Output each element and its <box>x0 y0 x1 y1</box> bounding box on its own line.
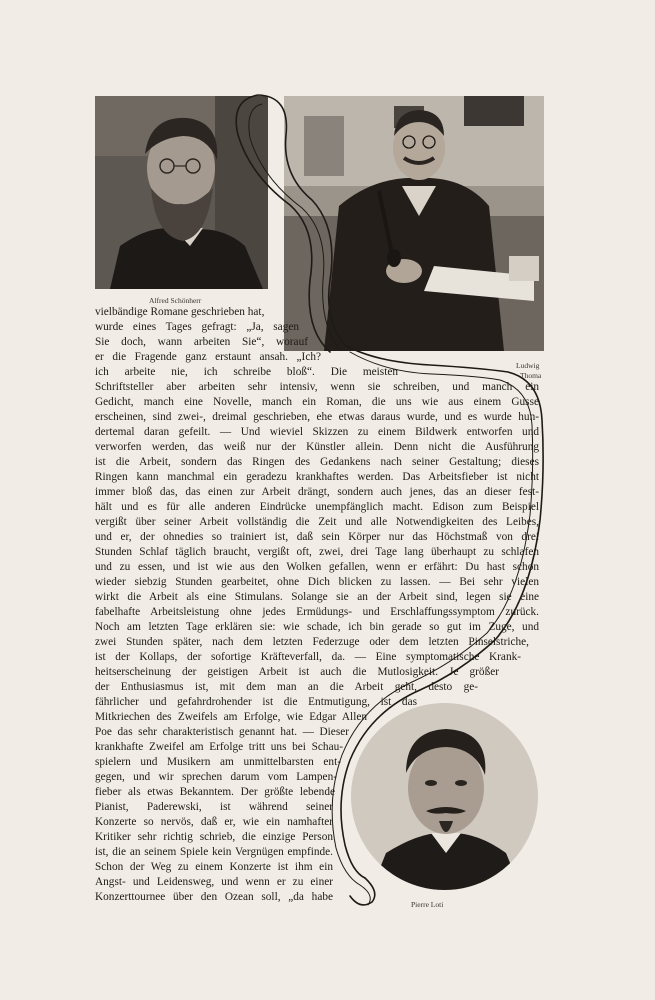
text-line: erscheinen, sind zwei-, dreimal geschrieben, ehe etwas daraus wurde, und es wurde hun- <box>95 411 539 423</box>
text-line: Pianist, Paderewski, ist während seiner <box>95 801 333 813</box>
text-line: zwei Stunden später, nach dem letzten Federzuge oder dem letzten Pinselstriche, <box>95 636 529 648</box>
caption-thoma-first-name: Ludwig <box>516 361 540 370</box>
text-line: immer bloß das, das einen zur Arbeit drängt, sondern auch jenes, das an dieser fest- <box>95 486 539 498</box>
text-line: ist der Kollaps, der sofortige Kräfteverfall, da. — Eine symptomatische Krank- <box>95 651 521 663</box>
text-line: fährlicher und gefahrdrohender ist die Entmutigung, ist das <box>95 696 417 708</box>
text-line: ist die Arbeit, sondern das Ringen des Gedankens nach seiner Gestaltung; dieses <box>95 456 539 468</box>
text-line: wirkt die Arbeit als eine Stimulans. Solange sie an der Arbeit sind, legen sie eine <box>95 591 539 603</box>
text-line: ich arbeite nie, ich schreibe bloß“. Die meisten <box>95 366 398 378</box>
text-line: er die Fragende ganz erstaunt ansah. „Ich? <box>95 351 321 363</box>
text-line: Sie doch, wann arbeiten Sie“, worauf <box>95 336 308 348</box>
text-line: verworfen werden, das weiß nur der Künstler allein. Denn nicht die Ausführung <box>95 441 539 453</box>
text-line: vielbändige Romane geschrieben hat, <box>95 306 265 318</box>
text-line: Poe das sehr charakteristisch genannt hat. — Dieser <box>95 726 349 738</box>
text-line: Gedicht, manch eine Novelle, manch ein Roman, die uns wie aus einem Gusse <box>95 396 539 408</box>
text-line: Angst- und Leidensweg, und wenn er zu einer <box>95 876 333 888</box>
text-line: Kritiker sehr richtig schrieb, die einzige Person <box>95 831 333 843</box>
text-line: hält und es für alle anderen Eindrücke unempfänglich macht. Edison zum Beispiel <box>95 501 539 513</box>
text-line: Konzerte so nervös, daß er, wie ein namhafter <box>95 816 333 828</box>
text-line: Schon der Weg zu einem Konzerte ist ihm ein <box>95 861 333 873</box>
text-line: Ringen kann manchmal ein geradezu krankhaftes werden. Das Arbeitsfieber ist nicht <box>95 471 539 483</box>
text-line: Mitkriechen des Zweifels am Erfolge, wie Edgar Allen <box>95 711 367 723</box>
text-line: heitserscheinung der geistigen Arbeit ist auch die Mutlosigkeit. Je größer <box>95 666 499 678</box>
text-line: gegen, und wir sprechen darum vom Lampen- <box>95 771 337 783</box>
text-line: und er, der ohnedies so trainiert ist, daß sein Körper nur das Höchstmaß von drei <box>95 531 539 543</box>
caption-schoenherr: Alfred Schönherr <box>149 296 202 305</box>
text-line: ist, die an seinem Spiele kein Vergnügen empfinde. <box>95 846 333 858</box>
text-line: wieder siebzig Stunden gearbeitet, ohne Dich blicken zu lassen. — Bei sehr vielen <box>95 576 539 588</box>
text-line: fabelhafte Arbeitsleistung ohne jedes Ermüdungs- und Erschlaffungssymptom zurück. <box>95 606 539 618</box>
caption-loti: Pierre Loti <box>411 900 444 909</box>
text-line: spielern und Musikern am unmittelbarsten ent- <box>95 756 341 768</box>
text-line: der Enthusiasmus ist, mit dem man an die Arbeit geht, desto ge- <box>95 681 478 693</box>
text-line: Konzerttournee über den Ozean soll, „da habe <box>95 891 333 903</box>
text-line: fieber als etwas Bekanntem. Der größte lebende <box>95 786 335 798</box>
text-line: krankhafte Zweifel am Erfolge tritt uns bei Schau- <box>95 741 343 753</box>
text-line: Stunden Schlaf täglich braucht, vergißt oft, zwei, drei Tage lang überhaupt zu schlafen <box>95 546 539 558</box>
text-line: und zu essen, und ist wie aus den Wolken gefallen, wenn er erfährt: Du hast schon <box>95 561 539 573</box>
text-line: Schriftsteller aber arbeiten sehr intensiv, wenn sie schreiben, und manch ein <box>95 381 539 393</box>
text-line: wurde eines Tages gefragt: „Ja, sagen <box>95 321 299 333</box>
text-line: dertemal daran gefeilt. — Und wieviel Skizzen zu einem Bildwerk entworfen und <box>95 426 539 438</box>
caption-thoma-last-name: Thoma <box>520 371 542 380</box>
text-line: Noch am letzten Tage erklären sie: wie schade, ich bin gerade so gut im Zuge, und <box>95 621 539 633</box>
text-line: vergißt über seiner Arbeit vollständig die Zeit und alle Notwendigkeiten des Leibes, <box>95 516 539 528</box>
